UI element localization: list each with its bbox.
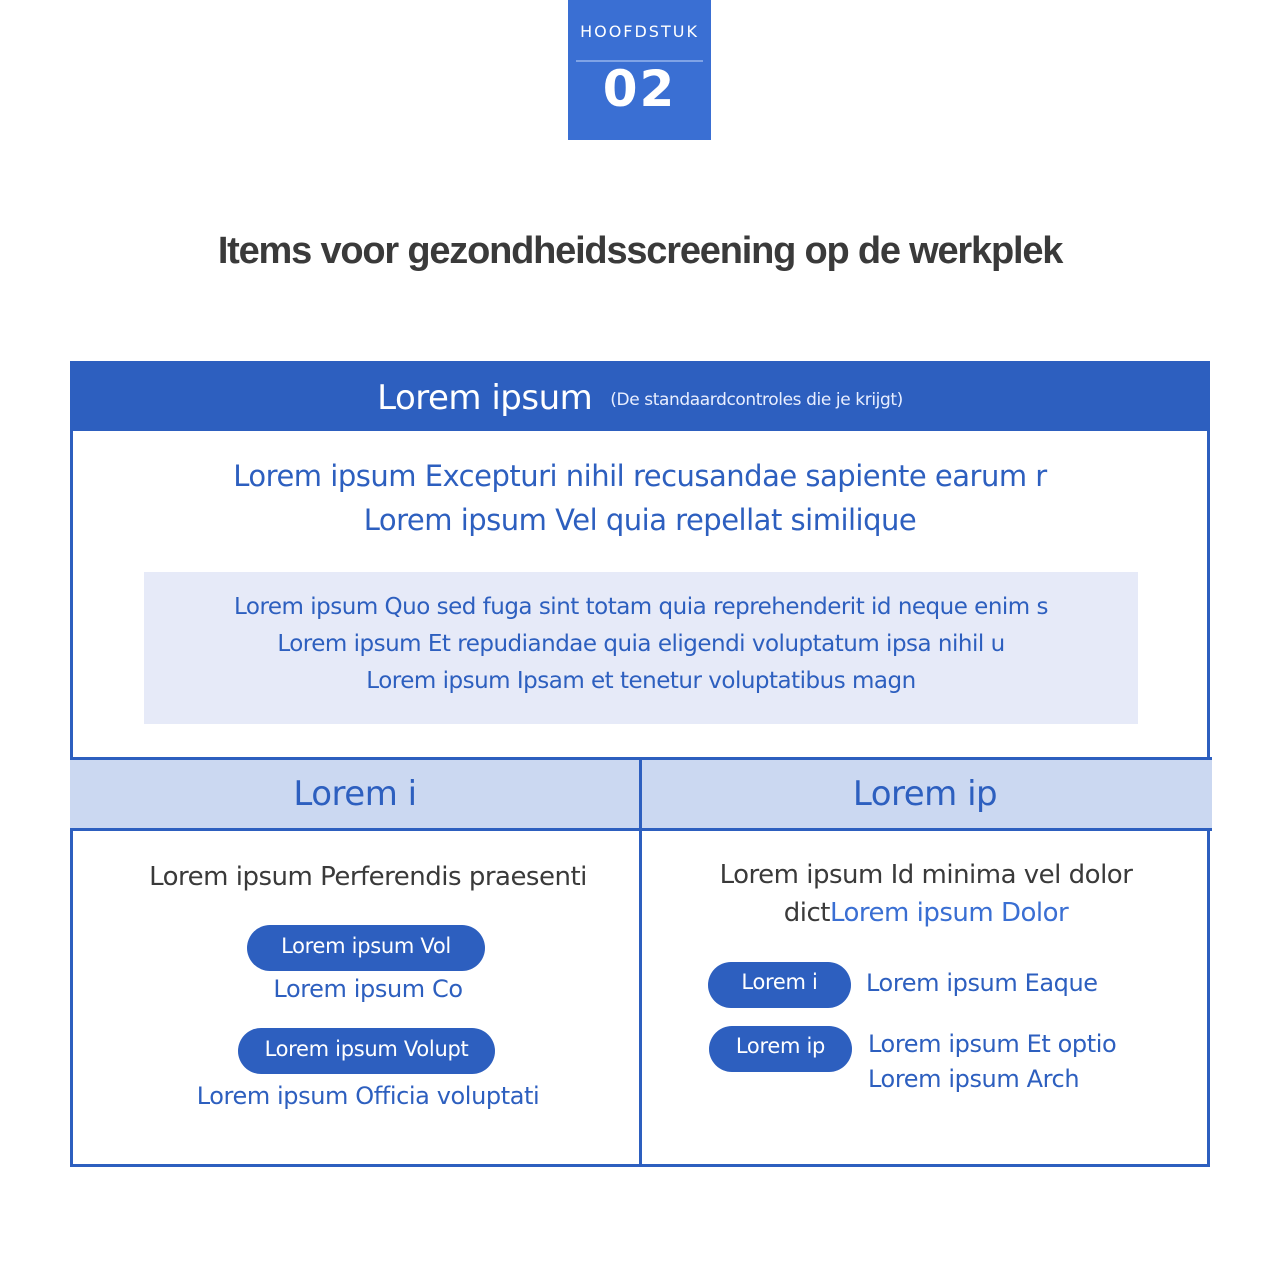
- left-pill-1[interactable]: Lorem ipsum Vol: [247, 925, 485, 971]
- left-item-2-text: Lorem ipsum Officia voluptati: [196, 1082, 540, 1110]
- intro-line: Lorem ipsum Vel quia repellat similique: [363, 503, 917, 537]
- screening-table: [70, 361, 1210, 1167]
- right-pill-2[interactable]: Lorem ip: [709, 1026, 852, 1072]
- column-body-right: [642, 831, 1210, 1167]
- right-item-2-line: Lorem ipsum Arch: [868, 1065, 1080, 1093]
- right-description-blue: Lorem ipsum Dolor: [829, 898, 1069, 928]
- intro-line: Lorem ipsum Excepturi nihil recusandae sapiente earum r: [233, 459, 1047, 493]
- column-header-left: Lorem i: [293, 774, 417, 814]
- note-box: [144, 572, 1138, 724]
- right-item-2-text: [868, 1027, 1116, 1097]
- right-description-line: [642, 894, 1210, 932]
- column-header-right: Lorem ip: [852, 774, 998, 814]
- right-pill-1[interactable]: Lorem i: [708, 962, 851, 1008]
- right-description: [642, 856, 1210, 932]
- right-item-1-text: Lorem ipsum Eaque: [866, 969, 1098, 997]
- page-title: Items voor gezondheidsscreening op de werkplek: [217, 230, 1063, 272]
- chapter-number: 02: [602, 60, 677, 118]
- note-line: Lorem ipsum Et repudiandae quia eligendi voluptatum ipsa nihil u: [277, 631, 1005, 657]
- left-pill-2[interactable]: Lorem ipsum Volupt: [238, 1028, 495, 1074]
- right-item-2-line: Lorem ipsum Et optio: [868, 1030, 1117, 1058]
- note-line: Lorem ipsum Quo sed fuga sint totam quia reprehenderit id neque enim s: [233, 594, 1049, 620]
- column-body-left: [73, 831, 639, 1167]
- left-item-1-text: Lorem ipsum Co: [273, 975, 463, 1003]
- note-line: Lorem ipsum Ipsam et tenetur voluptatibus magn: [366, 668, 916, 694]
- table-header-subtitle: (De standaardcontroles die je krijgt): [610, 389, 903, 410]
- right-description-line: Lorem ipsum Id minima vel dolor: [719, 860, 1133, 890]
- right-description-dark: dict: [783, 898, 830, 928]
- table-header: [73, 364, 1207, 431]
- chapter-badge: [568, 0, 711, 140]
- chapter-label: HOOFDSTUK: [580, 22, 699, 41]
- intro-text: [73, 454, 1207, 542]
- left-description: Lorem ipsum Perferendis praesenti: [149, 862, 587, 892]
- table-header-title: Lorem ipsum: [377, 377, 593, 418]
